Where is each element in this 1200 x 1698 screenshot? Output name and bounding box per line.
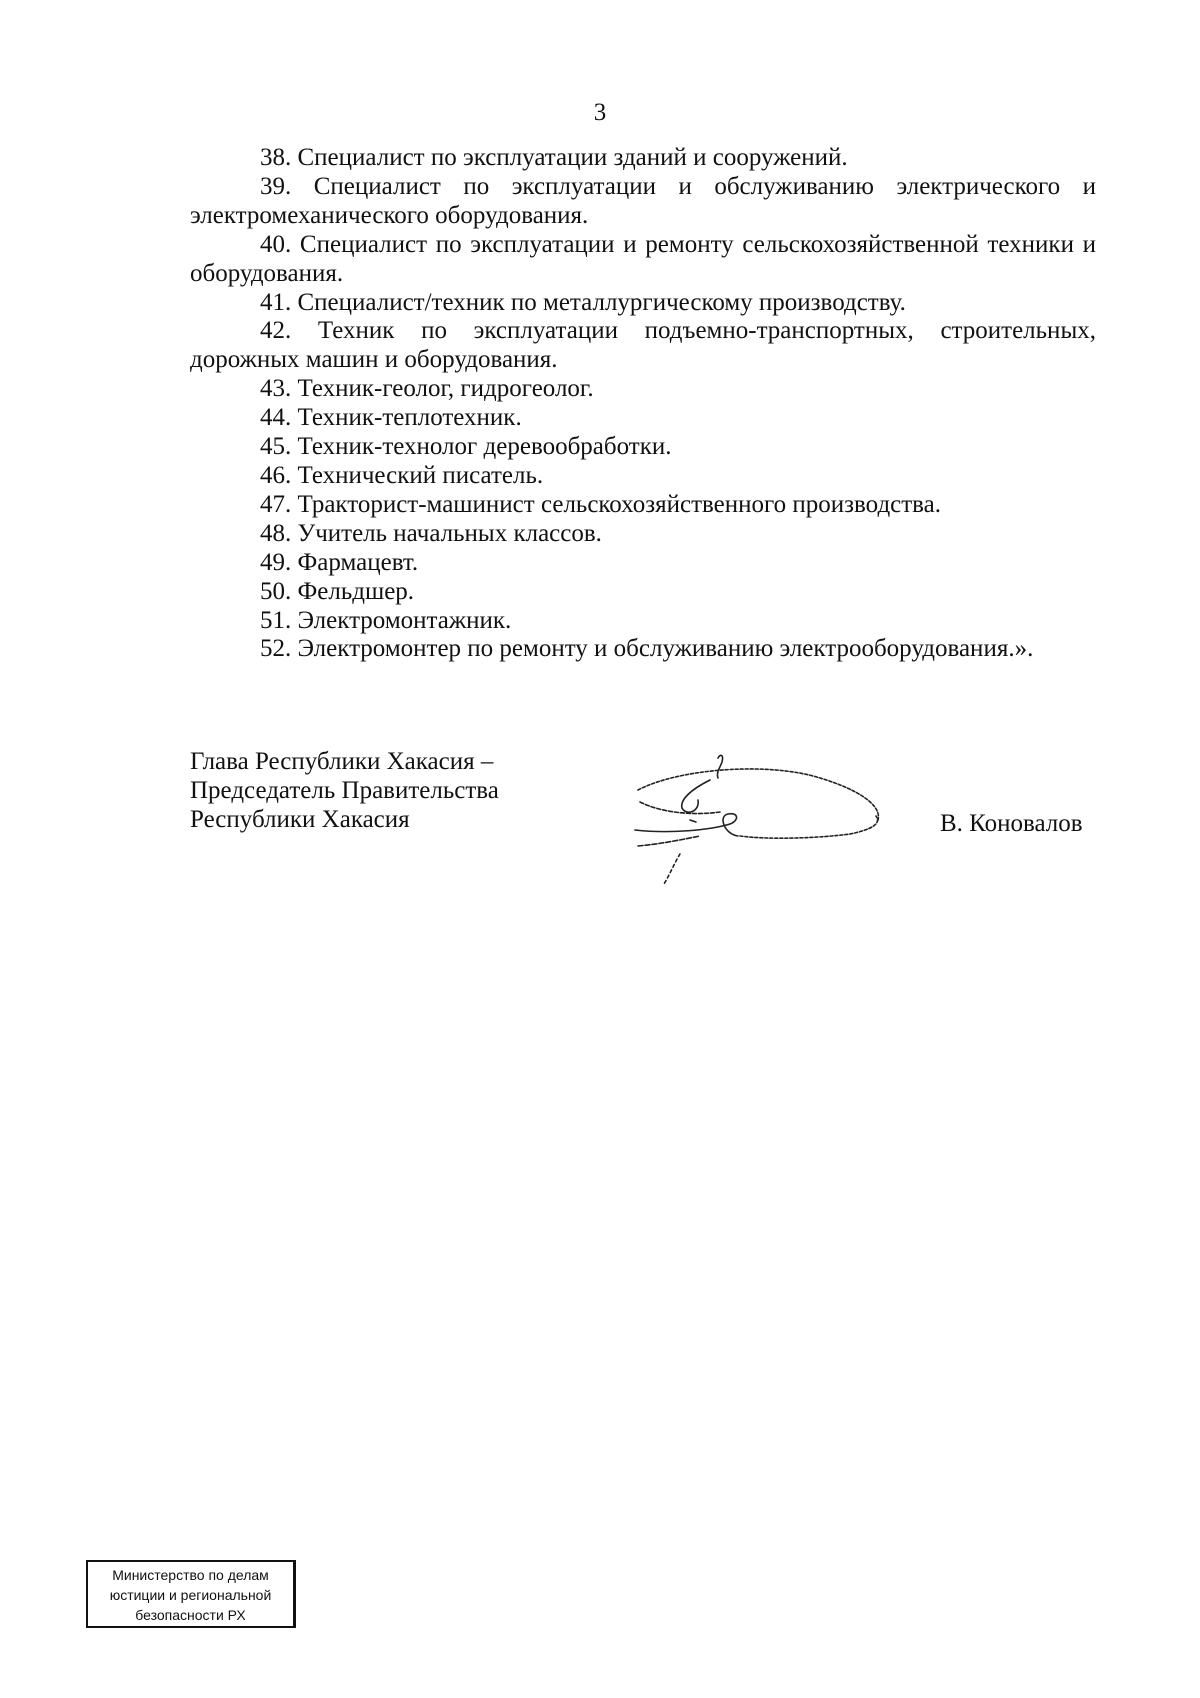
list-item: 48. Учитель начальных классов. (260, 519, 602, 547)
list-item: 52. Электромонтер по ремонту и обслуживанию электрооборудования.». (260, 635, 1034, 663)
handwritten-signature (620, 750, 900, 910)
list-item: 43. Техник-геолог, гидрогеолог. (260, 375, 594, 403)
signatory-name: В. Коновалов (940, 810, 1083, 837)
list-item: 42. Техник по эксплуатации подъемно-транспортных, строительных, дорожных машин и оборудования. (190, 317, 1096, 374)
stamp-line: безопасности РХ (135, 1607, 246, 1623)
list-item: 50. Фельдшер. (260, 577, 415, 605)
signatory-title-line: Глава Республики Хакасия – (190, 748, 494, 775)
list-item: 46. Технический писатель. (260, 461, 544, 489)
list-item: 49. Фармацевт. (260, 548, 419, 576)
list-item: 45. Техник-технолог деревообработки. (260, 433, 672, 461)
list-item: 41. Специалист/техник по металлургическому производству. (260, 288, 906, 316)
list-item: 47. Тракторист-машинист сельскохозяйственного производства. (260, 490, 942, 518)
profession-list (190, 144, 1096, 664)
list-item: 51. Электромонтажник. (260, 606, 512, 634)
list-item: 39. Специалист по эксплуатации и обслуживанию электрического и электромеханического оборудования. (190, 172, 1096, 229)
signatory-title-line: Республики Хакасия (190, 805, 410, 833)
list-item: 44. Техник-теплотехник. (260, 404, 522, 432)
list-item: 38. Специалист по эксплуатации зданий и сооружений. (260, 144, 848, 171)
signatory-title (190, 748, 499, 835)
ministry-stamp (86, 1560, 296, 1628)
stamp-line: Министерство по делам (112, 1567, 269, 1583)
list-item: 40. Специалист по эксплуатации и ремонту сельскохозяйственной техники и оборудования. (190, 230, 1096, 287)
signatory-title-line: Председатель Правительства (190, 776, 499, 804)
stamp-line: юстиции и региональной (109, 1587, 272, 1603)
page-number: 3 (593, 99, 607, 126)
